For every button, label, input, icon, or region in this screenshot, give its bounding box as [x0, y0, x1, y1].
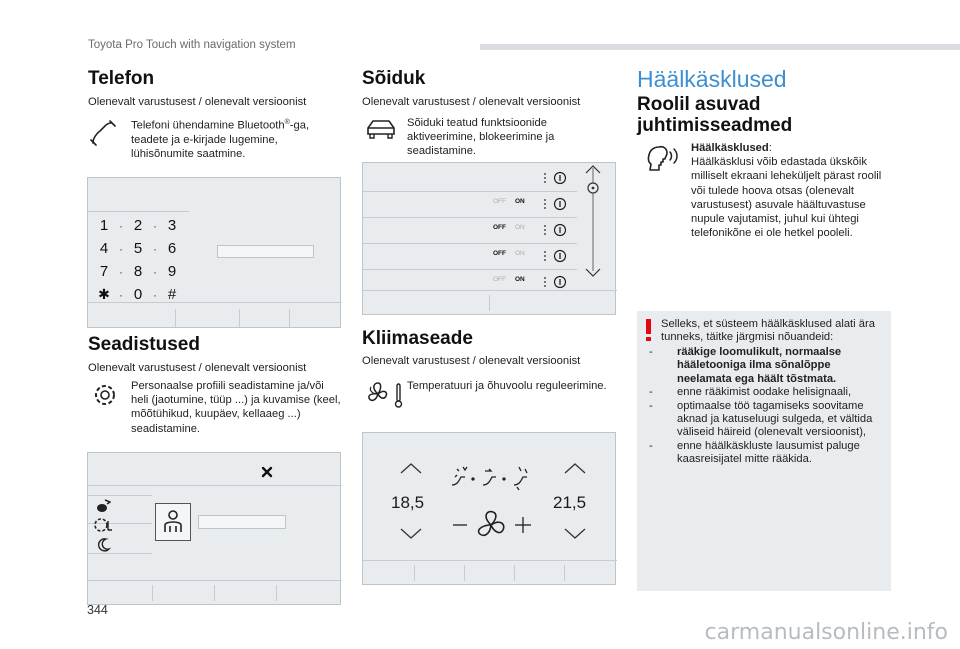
- warning-icon: [646, 319, 651, 334]
- seadistused-title: Seadistused: [88, 334, 200, 355]
- keypad-separator: ·: [153, 218, 157, 233]
- vehicle-row-menu-icon[interactable]: [543, 249, 571, 263]
- warning-list: [649, 346, 887, 467]
- kliimaseade-title: Kliimaseade: [362, 328, 473, 349]
- keypad-separator: ·: [119, 218, 123, 233]
- keypad-row: [96, 260, 180, 283]
- seadistused-desc: Personaalse profiili seadistamine ja/või heli (jaotumine, tüüp ...) ja kuvamise (keel, mõõtühikud, kuupäev, kellaaeg ...) seadistamine.: [131, 380, 341, 435]
- temp-left-down-icon[interactable]: [399, 527, 423, 541]
- soiduk-subtitle: Olenevalt varustusest / olenevalt versioonist: [362, 96, 581, 108]
- settings-profile-icon[interactable]: [93, 515, 113, 535]
- vehicle-row-menu-icon[interactable]: [543, 275, 571, 289]
- vehicle-row-menu-icon[interactable]: [543, 223, 571, 237]
- toggle-on-label: ON: [515, 224, 525, 231]
- voice-command-icon: [646, 142, 684, 174]
- night-mode-icon[interactable]: [95, 537, 111, 553]
- fan-speed-control[interactable]: [451, 507, 537, 543]
- warning-box: [637, 311, 891, 591]
- header-title: Toyota Pro Touch with navigation system: [88, 39, 296, 51]
- settings-field[interactable]: [198, 515, 286, 529]
- climate-fan-icon: [366, 380, 406, 410]
- keypad-row: [96, 214, 180, 237]
- on-off-toggle[interactable]: [493, 198, 525, 205]
- keypad-separator: ·: [119, 241, 123, 256]
- toggle-on-label: ON: [515, 198, 525, 205]
- header-bar: [480, 44, 960, 50]
- kliimaseade-subtitle: Olenevalt varustusest / olenevalt versioonist: [362, 355, 581, 367]
- scrollbar[interactable]: [581, 163, 605, 281]
- keypad-key[interactable]: 9: [167, 263, 177, 280]
- keypad-key[interactable]: 5: [133, 240, 143, 257]
- keypad-key[interactable]: 1: [99, 217, 109, 234]
- keypad-key[interactable]: #: [167, 286, 177, 303]
- phone-icon: [88, 118, 118, 148]
- temp-right-up-icon[interactable]: [563, 461, 587, 475]
- telefon-title: Telefon: [88, 68, 155, 89]
- keypad-separator: ·: [119, 264, 123, 279]
- toggle-on-label: ON: [515, 276, 525, 283]
- haalkasklused-desc: Häälkäsklused: Häälkäsklusi võib edastada ükskõik milliselt ekraani leheküljelt pärast roolil või tulede hoova otsas (olenevalt varustusest) asuvale häältuvastuse nupule vajutamist, juhul kui ühtegi telefonikõne ei ole hetkel pooleli.: [691, 142, 882, 240]
- temp-left-value: 18,5: [391, 493, 425, 512]
- on-off-toggle[interactable]: [493, 250, 525, 257]
- settings-gear-icon: [90, 380, 120, 410]
- keypad-separator: ·: [153, 287, 157, 302]
- keypad-separator: ·: [153, 241, 157, 256]
- keypad-key[interactable]: 6: [167, 240, 177, 257]
- warning-list-item: - enne rääkimist oodake helisignaali,: [649, 386, 852, 399]
- keypad-key[interactable]: 3: [167, 217, 177, 234]
- vehicle-screen: [362, 162, 616, 315]
- toggle-off-label: OFF: [493, 250, 506, 257]
- watermark: carmanualsonline.info: [704, 620, 948, 645]
- telefon-screen: [87, 177, 341, 328]
- keypad-key[interactable]: 0: [133, 286, 143, 303]
- climate-screen: [362, 432, 616, 585]
- toggle-off-label: OFF: [493, 198, 506, 205]
- warning-list-item: - optimaalse töö tagamiseks soovitame aknad ja katuseluugi sulgeda, et vältida väliseid häireid (olenevalt versioonist),: [649, 399, 873, 439]
- soiduk-desc: Sõiduki teatud funktsioonide aktiveerimine, blokeerimine ja seadistamine.: [407, 117, 555, 158]
- keypad-separator: ·: [119, 287, 123, 302]
- soiduk-title: Sõiduk: [362, 68, 426, 89]
- number-field[interactable]: [217, 245, 314, 258]
- keypad: [96, 214, 180, 306]
- keypad-key[interactable]: 2: [133, 217, 143, 234]
- haalkasklused-section-title: Häälkäsklused: [637, 66, 787, 92]
- telefon-desc: Telefoni ühendamine Bluetooth®-ga, teadete ja e-kirjade lugemine, lühisõnumite saatmine.: [131, 119, 310, 161]
- keypad-key[interactable]: 8: [133, 263, 143, 280]
- temp-right-value: 21,5: [553, 493, 587, 512]
- haalkasklused-subtitle: Roolil asuvad juhtimisseadmed: [637, 94, 793, 136]
- page-number: 344: [87, 603, 108, 617]
- settings-screen: [87, 452, 341, 605]
- telefon-subtitle: Olenevalt varustusest / olenevalt versioonist: [88, 96, 307, 108]
- keypad-row: [96, 283, 180, 306]
- toggle-on-label: ON: [515, 250, 525, 257]
- on-off-toggle[interactable]: [493, 276, 525, 283]
- keypad-key[interactable]: 7: [99, 263, 109, 280]
- keypad-key[interactable]: 4: [99, 240, 109, 257]
- warning-list-item: - rääkige loomulikult, normaalse hääletooniga ilma sõnalõppe neelamata ega häält tõstmata.: [649, 346, 842, 385]
- profile-person-icon: [156, 504, 190, 540]
- seadistused-subtitle: Olenevalt varustusest / olenevalt versioonist: [88, 362, 307, 374]
- close-icon[interactable]: [261, 466, 273, 478]
- toggle-off-label: OFF: [493, 276, 506, 283]
- vehicle-row-menu-icon[interactable]: [543, 171, 571, 185]
- audio-icon[interactable]: [95, 498, 111, 514]
- on-off-toggle[interactable]: [493, 224, 525, 231]
- warning-intro: Selleks, et süsteem häälkäsklused alati ära tunneks, täitke järgmisi nõuandeid:: [661, 318, 875, 344]
- car-icon: [364, 117, 398, 143]
- airflow-distribution-icons[interactable]: [447, 463, 537, 493]
- profile-button[interactable]: [155, 503, 191, 541]
- keypad-separator: ·: [153, 264, 157, 279]
- keypad-row: [96, 237, 180, 260]
- kliimaseade-desc: Temperatuuri ja õhuvoolu reguleerimine.: [407, 380, 607, 392]
- temp-left-up-icon[interactable]: [399, 461, 423, 475]
- toggle-off-label: OFF: [493, 224, 506, 231]
- warning-list-item: - enne häälkäskluste lausumist paluge kaasreisijatel mitte rääkida.: [649, 439, 860, 466]
- temp-right-down-icon[interactable]: [563, 527, 587, 541]
- vehicle-row-menu-icon[interactable]: [543, 197, 571, 211]
- keypad-key[interactable]: ✱: [98, 286, 110, 302]
